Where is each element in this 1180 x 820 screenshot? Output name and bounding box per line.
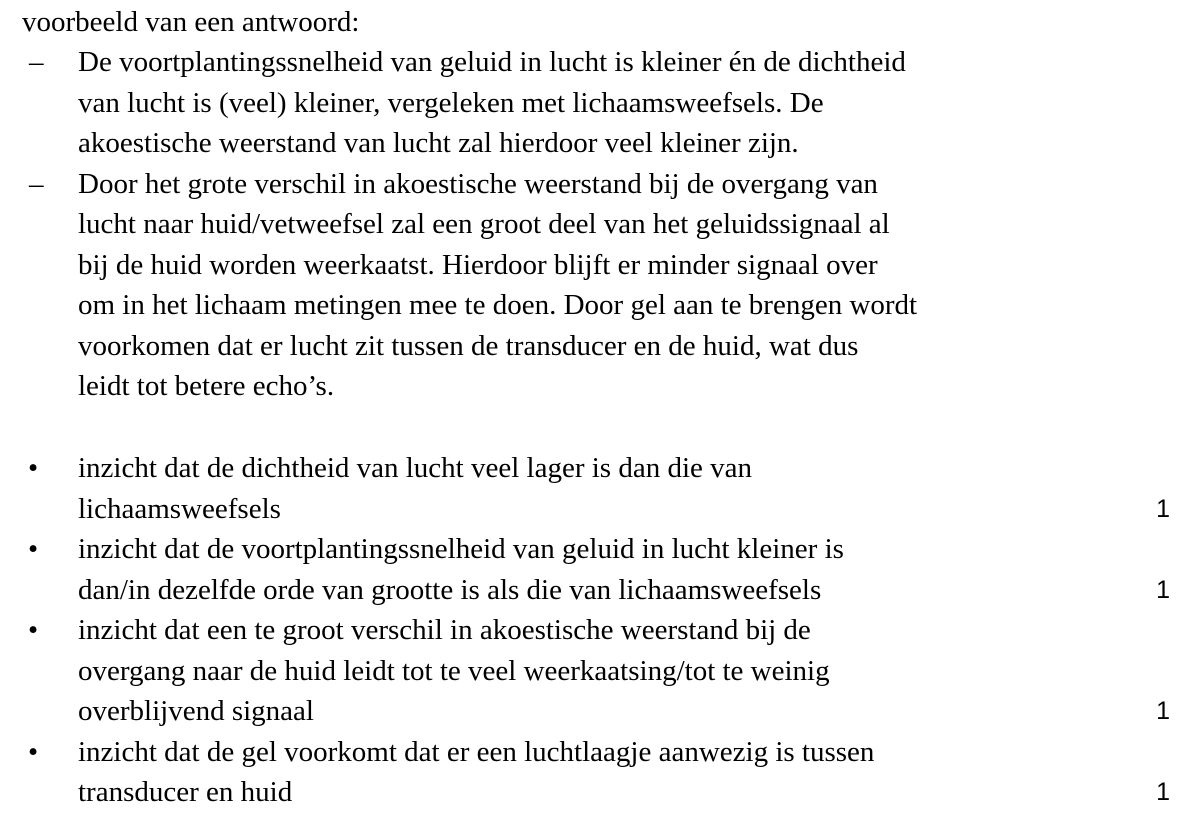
- bullet-marker: •: [28, 533, 39, 565]
- criterion-line: inzicht dat de voortplantingssnelheid van geluid in lucht kleiner is: [78, 533, 844, 565]
- answer-point: [0, 42, 1180, 164]
- dash-marker: –: [29, 167, 44, 200]
- answer-line: bij de huid worden weerkaatst. Hierdoor blijft er minder signaal over: [78, 248, 878, 281]
- bullet-marker: •: [28, 452, 39, 484]
- score-value: 1: [1156, 778, 1170, 806]
- answer-line: akoestische weerstand van lucht zal hierdoor veel kleiner zijn.: [78, 127, 799, 159]
- answer-line: lucht naar huid/vetweefsel zal een groot deel van het geluidssignaal al: [78, 208, 890, 240]
- criterion-line: inzicht dat de dichtheid van lucht veel lager is dan die van: [78, 452, 753, 484]
- criterion-line: lichaamsweefsels: [78, 492, 281, 525]
- answer-line: leidt tot betere echo’s.: [78, 370, 335, 402]
- criterion-item: [0, 610, 1180, 732]
- criterion-line: inzicht dat de gel voorkomt dat er een luchtlaagje aanwezig is tussen: [78, 735, 875, 768]
- criterion-item: [0, 529, 1180, 610]
- answer-line: om in het lichaam metingen mee te doen. Door gel aan te brengen wordt: [78, 289, 918, 321]
- criterion-line: overgang naar de huid leidt tot te veel weerkaatsing/tot te weinig: [78, 654, 830, 687]
- answer-line: Door het grote verschil in akoestische weerstand bij de overgang van: [78, 167, 878, 200]
- bullet-marker: •: [28, 614, 39, 646]
- model-answer-list: [0, 42, 1180, 407]
- bullet-marker: •: [28, 735, 39, 768]
- intro-text: voorbeeld van een antwoord:: [22, 6, 360, 38]
- criterion-item: [0, 448, 1180, 529]
- scoring-criteria-list: [0, 448, 1180, 813]
- dash-marker: –: [29, 46, 44, 78]
- criterion-item: [0, 732, 1180, 813]
- answer-line: van lucht is (veel) kleiner, vergeleken met lichaamsweefsels. De: [78, 86, 824, 119]
- criterion-line: transducer en huid: [78, 776, 293, 808]
- score-value: 1: [1156, 697, 1170, 725]
- criterion-line: overblijvend signaal: [78, 695, 314, 727]
- score-value: 1: [1156, 494, 1170, 523]
- score-value: 1: [1156, 575, 1170, 604]
- criterion-line: inzicht dat een te groot verschil in akoestische weerstand bij de: [78, 614, 811, 646]
- criterion-line: dan/in dezelfde orde van grootte is als die van lichaamsweefsels: [78, 573, 822, 606]
- answer-point: [0, 164, 1180, 407]
- answer-line: voorkomen dat er lucht zit tussen de transducer en de huid, wat dus: [78, 329, 859, 362]
- answer-line: De voortplantingssnelheid van geluid in lucht is kleiner én de dichtheid: [78, 46, 906, 78]
